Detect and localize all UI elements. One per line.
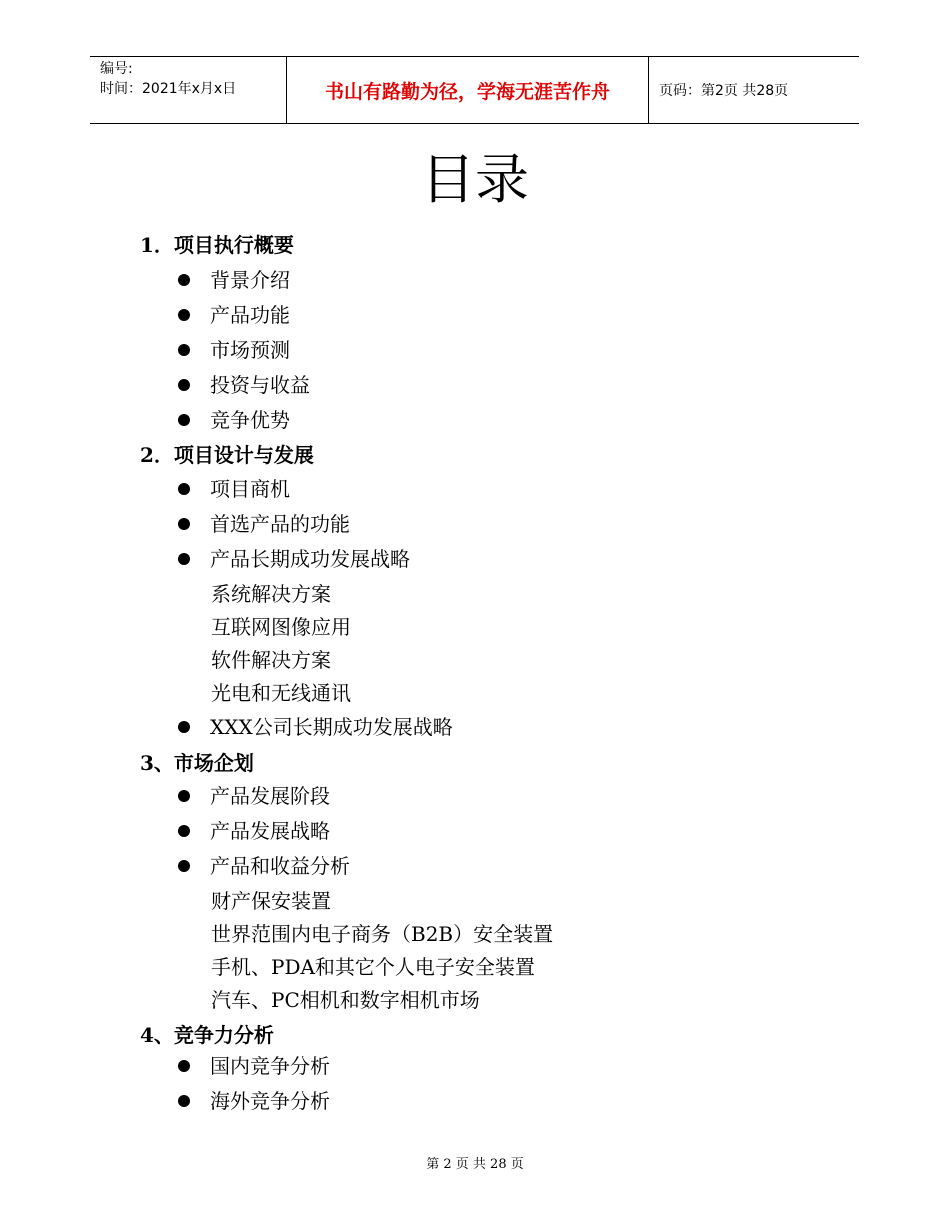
bullet-icon <box>178 483 190 495</box>
bullet-icon <box>178 1060 190 1072</box>
toc-bullet-item <box>178 1049 330 1083</box>
page-footer: 第 2 页 共 28 页 <box>426 1157 524 1172</box>
toc-section-heading <box>140 228 294 262</box>
page-title: 目录 <box>421 148 529 211</box>
toc-bullet-item <box>178 263 290 297</box>
toc-sub-item <box>211 884 331 918</box>
toc-sub-item <box>211 610 351 644</box>
toc-entry-text: 3、市场企划 <box>140 751 254 775</box>
page-header <box>90 56 859 124</box>
toc-sub-item <box>211 676 351 710</box>
bullet-icon <box>178 825 190 837</box>
toc-entry-text: 竞争优势 <box>210 408 290 432</box>
bullet-icon <box>178 553 190 565</box>
toc-entry-text: 系统解决方案 <box>211 582 331 606</box>
bullet-icon <box>178 860 190 872</box>
toc-bullet-item <box>178 368 310 402</box>
toc-entry-text: 产品功能 <box>210 303 290 327</box>
toc-entry-text: 背景介绍 <box>210 268 290 292</box>
toc-sub-item <box>211 643 331 677</box>
toc-bullet-item <box>178 849 350 883</box>
bullet-icon <box>178 344 190 356</box>
bullet-icon <box>178 414 190 426</box>
toc-entry-text: 项目商机 <box>210 477 290 501</box>
toc-entry-text: 产品发展战略 <box>210 819 330 843</box>
toc-bullet-item <box>178 298 290 332</box>
toc-sub-item <box>211 917 553 951</box>
toc-entry-text: 财产保安装置 <box>211 889 331 913</box>
toc-entry-text: 软件解决方案 <box>211 648 331 672</box>
bullet-icon <box>178 1095 190 1107</box>
toc-entry-text: 市场预测 <box>210 338 290 362</box>
toc-bullet-item <box>178 814 330 848</box>
toc-section-heading <box>140 746 254 780</box>
toc-section-heading <box>140 438 314 472</box>
toc-bullet-item <box>178 542 410 576</box>
toc-entry-text: 手机、PDA和其它个人电子安全装置 <box>211 955 535 979</box>
toc-bullet-item <box>178 710 453 744</box>
header-motto: 书山有路勤为径，学海无涯苦作舟 <box>286 57 649 123</box>
toc-entry-text: 产品和收益分析 <box>210 854 350 878</box>
bullet-icon <box>178 379 190 391</box>
toc-bullet-item <box>178 1084 330 1118</box>
bullet-icon <box>178 309 190 321</box>
toc-entry-text: 4、竞争力分析 <box>140 1023 274 1047</box>
toc-bullet-item <box>178 403 290 437</box>
bullet-icon <box>178 518 190 530</box>
bullet-icon <box>178 790 190 802</box>
toc-entry-text: 2．项目设计与发展 <box>140 443 314 467</box>
time-label: 时间：2021年x月x日 <box>100 81 237 97</box>
toc-entry-text: 产品长期成功发展战略 <box>210 547 410 571</box>
toc-bullet-item <box>178 507 350 541</box>
toc-entry-text: 互联网图像应用 <box>211 615 351 639</box>
toc-entry-text: 世界范围内电子商务（B2B）安全装置 <box>211 922 554 946</box>
toc-entry-text: 1．项目执行概要 <box>140 233 294 257</box>
toc-entry-text: 产品发展阶段 <box>210 784 330 808</box>
toc-section-heading <box>140 1018 274 1052</box>
header-page-info: 页码：第2页 共28页 <box>659 83 789 99</box>
header-meta <box>90 57 286 123</box>
toc-entry-text: 投资与收益 <box>210 373 310 397</box>
toc-entry-text: XXX公司长期成功发展战略 <box>210 715 453 739</box>
code-label: 编号: <box>100 61 133 77</box>
toc-sub-item <box>211 950 535 984</box>
bullet-icon <box>178 721 190 733</box>
bullet-icon <box>178 274 190 286</box>
toc-sub-item <box>211 983 480 1017</box>
toc-sub-item <box>211 577 331 611</box>
toc-entry-text: 国内竞争分析 <box>210 1054 330 1078</box>
toc-bullet-item <box>178 779 330 813</box>
toc-entry-text: 首选产品的功能 <box>210 512 350 536</box>
toc-entry-text: 海外竞争分析 <box>210 1089 330 1113</box>
toc-entry-text: 汽车、PC相机和数字相机市场 <box>211 988 480 1012</box>
toc-entry-text: 光电和无线通讯 <box>211 681 351 705</box>
toc-bullet-item <box>178 472 290 506</box>
toc-bullet-item <box>178 333 290 367</box>
